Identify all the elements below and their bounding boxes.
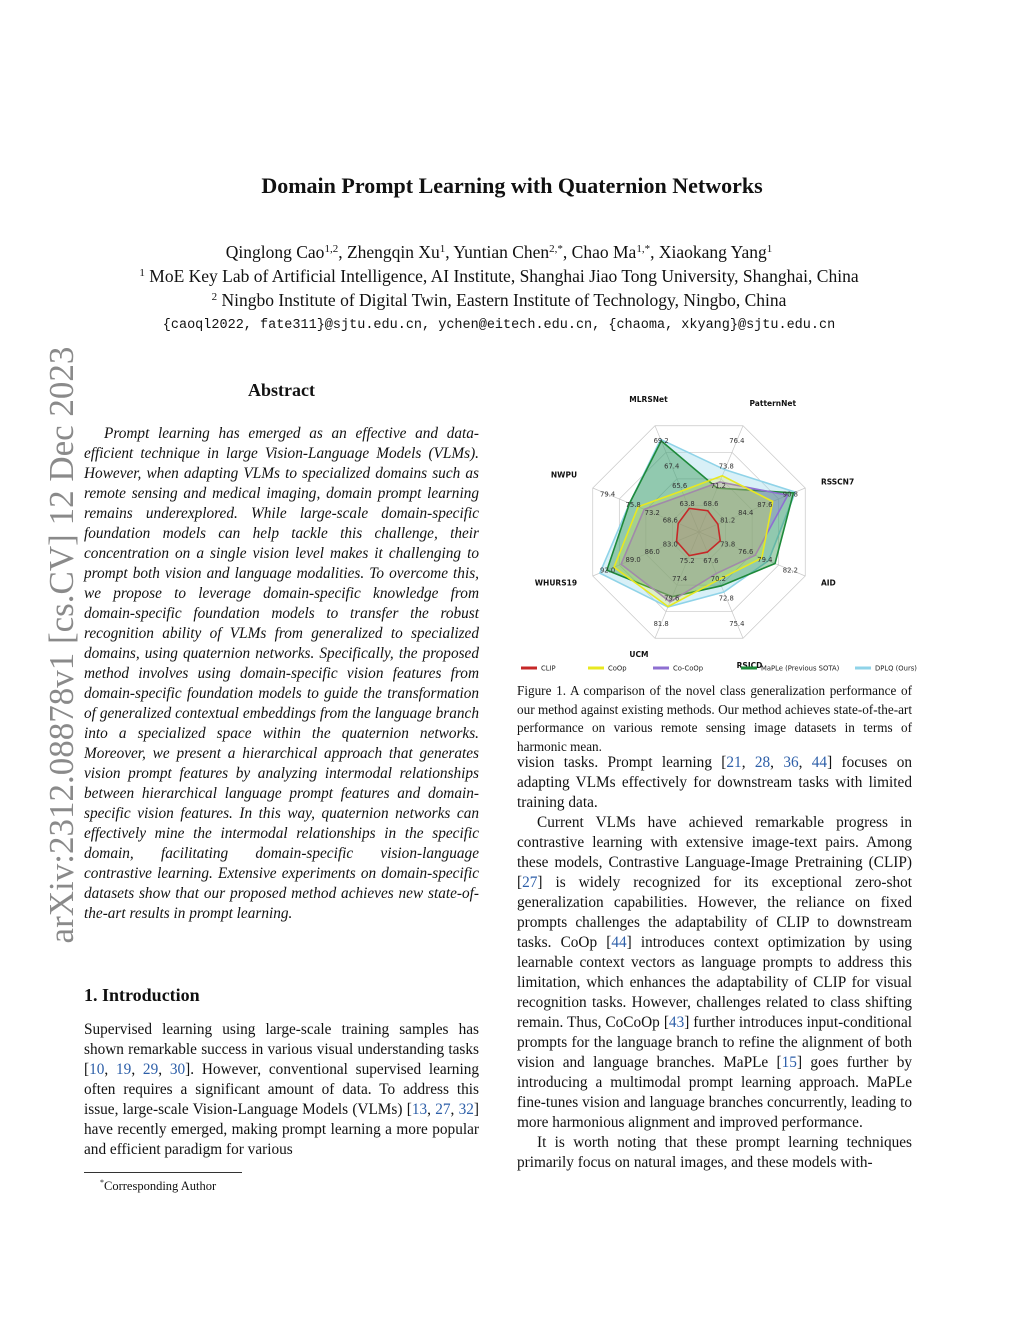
body-text: ] have recently emerged, making prompt learning a more popular and efficient paradigm for various <box>84 1101 479 1158</box>
citation-link[interactable]: 30 <box>169 1061 186 1078</box>
citation-link[interactable]: 43 <box>668 1014 685 1031</box>
radar-value-label: 65.6 <box>672 481 688 490</box>
body-text: ] goes further by introducing a multimodal prompt learning approach. MaPLe fine-tunes vision and language branches concurrently, leading to more harmonious alignment and improved performance. <box>517 1054 912 1131</box>
radar-value-label: 72.8 <box>718 594 734 603</box>
radar-axis-label: UCM <box>629 649 649 659</box>
author-affiliation-mark: 1 <box>766 243 773 255</box>
radar-axis-label: AID <box>820 578 836 588</box>
legend-label: Co-CoOp <box>673 664 704 673</box>
figure-1-radar-chart <box>517 396 917 678</box>
abstract-heading: Abstract <box>248 380 315 400</box>
radar-value-label: 83.0 <box>662 540 678 549</box>
radar-value-label: 77.4 <box>672 575 688 584</box>
radar-value-label: 67.6 <box>703 557 719 566</box>
radar-value-label: 70.2 <box>710 575 726 584</box>
citation-link[interactable]: 21 <box>726 754 742 771</box>
radar-axis-label: WHURS19 <box>534 578 578 588</box>
author-affiliation-mark: 1,2 <box>324 243 339 255</box>
radar-value-label: 81.2 <box>720 516 736 525</box>
radar-value-label: 81.8 <box>653 619 669 628</box>
arxiv-identifier: arXiv:2312.08878v1 [cs.CV] 12 Dec 2023 <box>42 346 81 944</box>
citation-link[interactable]: 10 <box>89 1061 105 1078</box>
radar-axis-label: NWPU <box>550 470 578 480</box>
author-name: Chao Ma <box>571 242 637 262</box>
radar-axis-label: RSSCN7 <box>820 477 855 487</box>
citation-link[interactable]: 27 <box>522 874 538 891</box>
body-text: vision tasks. Prompt learning [ <box>517 754 727 771</box>
abstract-text: Prompt learning has emerged as an effective and data-efficient technique in large Vision-Language Models (VLMs). However, when adapting VLMs to specialized domains such as remote sensing and medical imaging, domain prompt learning remains underexplored. While large-scale domain-specific foundation models can help tackle this challenge, their concentration on a single vision level makes it challenging to prompt both vision and language modalities. To overcome this, we propose to leverage domain-specific knowledge from domain-specific foundation models to transfer the robust recognition ability of VLMs from generalized to specialized domains, using quaternion networks. Specifically, the proposed method involves using domain-specific vision features from domain-specific foundation models to guide the transformation of generalized contextual embeddings from the language branch into a specialized space within the quaternion networks. Moreover, we present a hierarchical approach that generates vision prompt features by analyzing intermodal relationships between hierarchical language prompt features and domain-specific vision features. In this way, quaternion networks can effectively mine the intermodal relationships in the specific domain, facilitating domain-specific vision-language contrastive learning. Extensive experiments on domain-specific datasets show that our proposed method achieves new state-of-the-art results in prompt learning. <box>84 425 479 922</box>
footnote-mark: * <box>100 1178 104 1187</box>
body-text: Current VLMs have achieved remarkable progress in contrastive learning with extensive image-text pairs. Among these models, Contrastive Language-Image Pretraining (CLIP) [ <box>517 814 912 891</box>
citation-link[interactable]: 13 <box>411 1101 428 1118</box>
author-affiliation-mark: 1 <box>439 243 446 255</box>
radar-value-label: 76.4 <box>729 437 745 446</box>
author-block <box>84 240 914 338</box>
citation-link[interactable]: 44 <box>611 934 627 951</box>
body-text: ] introduces context optimization by using learnable context vectors as language prompts to address this limitation, which enhances the adaptability of CLIP for visual recognition tasks. However, challenges related to class shifting remain. Thus, CoCoOp [ <box>517 934 912 1031</box>
radar-value-label: 75.8 <box>625 501 641 510</box>
radar-value-label: 79.6 <box>664 594 680 603</box>
author-name: Qinglong Cao <box>225 242 325 262</box>
radar-value-label: 75.2 <box>679 557 695 566</box>
affiliation-mark: 1 <box>139 267 145 279</box>
citation-link[interactable]: 32 <box>458 1101 474 1118</box>
radar-value-label: 87.6 <box>757 501 773 510</box>
author-affiliation-mark: 1,* <box>636 243 651 255</box>
paragraph <box>517 813 912 1133</box>
body-text: ] further introduces input-conditional prompts for the language branch to refine the alignment of both vision and language branches. MaPLe [ <box>517 1014 912 1071</box>
affiliation-mark: 2 <box>211 291 218 303</box>
radar-value-label: 82.2 <box>782 566 798 575</box>
right-column-body <box>517 753 912 1173</box>
radar-value-label: 73.8 <box>720 540 736 549</box>
legend-label: MaPLe (Previous SOTA) <box>761 664 840 673</box>
radar-value-label: 75.4 <box>729 619 745 628</box>
citation-link[interactable]: 29 <box>142 1061 159 1078</box>
radar-chart-svg <box>517 396 917 678</box>
body-text: ] focuses on adapting VLMs effectively for downstream tasks with limited training data. <box>517 754 912 811</box>
citation-link[interactable]: 15 <box>781 1054 797 1071</box>
affiliation-text: Ningbo Institute of Digital Twin, Eastern Institute of Technology, Ningbo, China <box>221 290 787 310</box>
footnote-divider <box>84 1172 242 1173</box>
radar-value-label: 71.2 <box>710 481 726 490</box>
radar-value-label: 79.4 <box>757 555 773 564</box>
citation-link[interactable]: 36 <box>783 754 799 771</box>
radar-value-label: 69.2 <box>653 437 669 446</box>
legend-label: CoOp <box>608 664 627 673</box>
radar-value-label: 86.0 <box>644 547 660 556</box>
radar-axis-label: RSICD <box>736 660 763 670</box>
radar-value-label: 90.8 <box>782 490 798 499</box>
paragraph: vision tasks. Prompt learning [21, 28, 36, 44] focuses on adapting VLMs effectively for downstream tasks with limited training data. <box>517 754 912 811</box>
paper-title: Domain Prompt Learning with Quaternion Networks <box>261 173 763 198</box>
introduction-paragraph: Supervised learning using large-scale training samples has shown remarkable success in various visual understanding tasks [10, 19, 29, 30]. However, conventional supervised learning often requires a significant amount of data. To address this issue, large-scale Vision-Language Models (VLMs) [13, 27, 32] have recently emerged, making prompt learning a more popular and efficient paradigm for various <box>84 1021 479 1158</box>
body-text: ]. However, conventional supervised learning often requires a significant amount of data. To address this issue, large-scale Vision-Language Models (VLMs) [ <box>84 1061 479 1118</box>
body-text: ] is widely recognized for its exceptional zero-shot generalization capabilities. However, the reliance on fixed prompts challenges the adaptability of CLIP to downstream tasks. CoOp [ <box>517 874 912 951</box>
citation-link[interactable]: 19 <box>116 1061 132 1078</box>
radar-value-label: 92.0 <box>600 566 616 575</box>
affiliation-1 <box>84 264 914 288</box>
author-name: Yuntian Chen <box>453 242 550 262</box>
body-text: Supervised learning using large-scale training samples has shown remarkable success in various visual understanding tasks [ <box>84 1021 479 1078</box>
author-emails: {caoql2022, fate311}@sjtu.edu.cn, ychen@eitech.edu.cn, {chaoma, xkyang}@sjtu.edu.cn <box>162 318 836 333</box>
author-name: Zhengqin Xu <box>346 242 440 262</box>
radar-value-label: 63.8 <box>679 499 695 508</box>
radar-value-label: 73.2 <box>644 509 660 518</box>
footnote <box>100 1178 216 1194</box>
radar-value-label: 76.6 <box>738 547 754 556</box>
radar-value-label: 68.6 <box>662 516 678 525</box>
author-name: Xiaokang Yang <box>658 242 767 262</box>
author-list: Qinglong Cao$^{1,2}$, Zhengqin Xu$^1$, Yuntian Chen$^{2,*}$, Chao $Ma^{1,*}$, Xiaokang Yang$^1$ <box>225 242 773 262</box>
radar-value-label: 68.6 <box>703 499 719 508</box>
affiliation-2 <box>84 288 914 312</box>
figure-caption: Figure 1. A comparison of the novel class generalization performance of our method against existing methods. Our method achieves state-of-the-art performance on various remote sensing image datasets in terms of harmonic mean. <box>517 683 912 754</box>
footnote-text: Corresponding Author <box>104 1179 217 1194</box>
citation-link[interactable]: 44 <box>811 754 828 771</box>
radar-axis-label: PatternNet <box>749 399 797 409</box>
citation-link[interactable]: 28 <box>754 754 771 771</box>
radar-value-label: 79.4 <box>600 490 616 499</box>
radar-value-label: 67.4 <box>664 462 680 471</box>
radar-value-label: 89.0 <box>625 555 641 564</box>
paragraph: It is worth noting that these prompt learning techniques primarily focus on natural images, and these models with- <box>517 1134 912 1171</box>
introduction-heading: 1. Introduction <box>84 985 200 1005</box>
legend-label: DPLQ (Ours) <box>875 664 917 673</box>
legend-label: CLIP <box>541 664 556 673</box>
citation-link[interactable]: 27 <box>435 1101 451 1118</box>
affiliation-text: MoE Key Lab of Artificial Intelligence, AI Institute, Shanghai Jiao Tong University, Shanghai, China <box>149 266 859 286</box>
radar-axis-label: MLRSNet <box>629 396 668 405</box>
radar-value-label: 84.4 <box>738 509 754 518</box>
author-affiliation-mark: 2,* <box>549 243 563 255</box>
radar-value-label: 73.8 <box>718 462 734 471</box>
